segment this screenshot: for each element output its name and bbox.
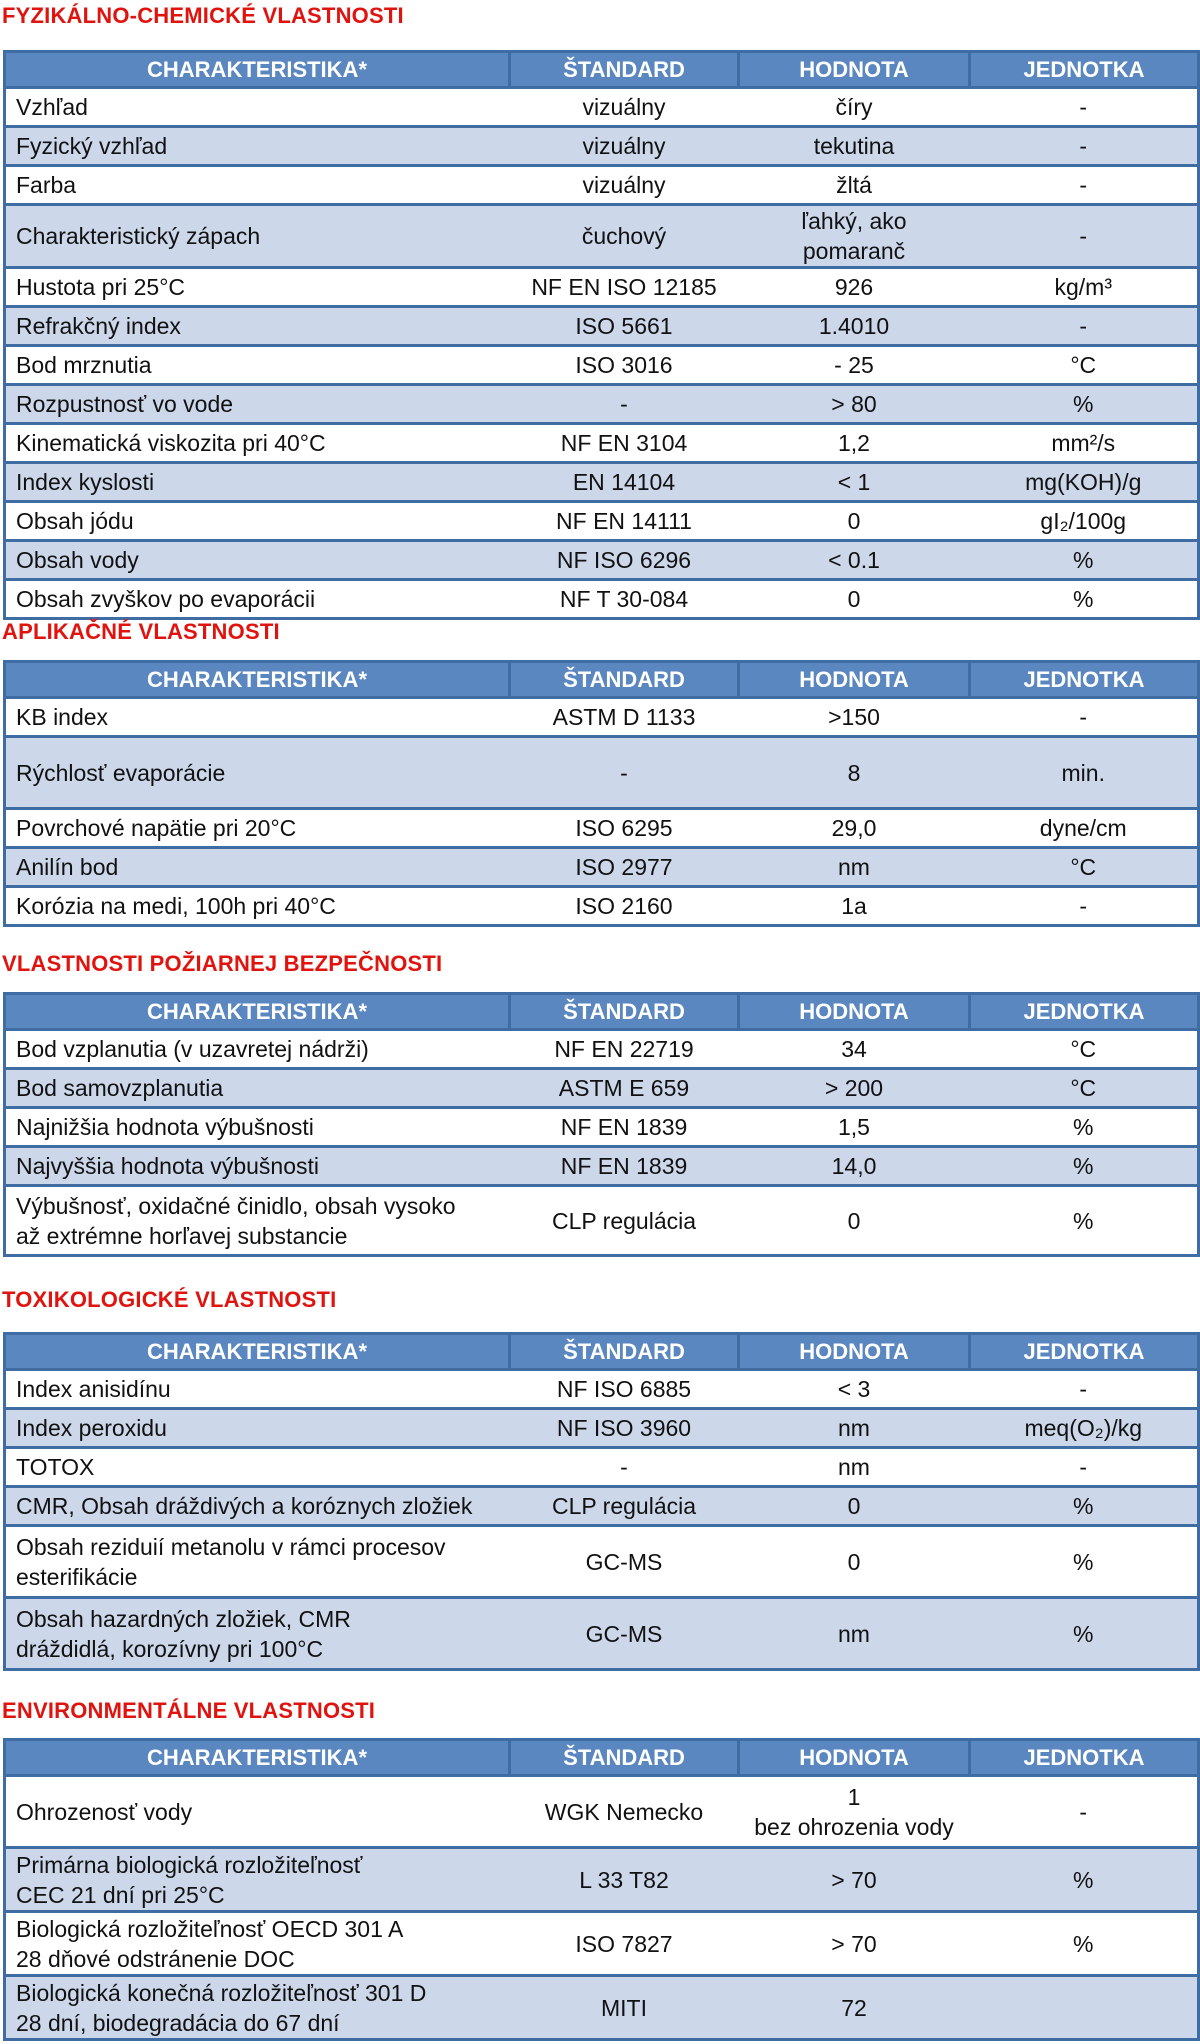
- section-title: TOXIKOLOGICKÉ VLASTNOSTI: [2, 1287, 337, 1312]
- cell-value: 1a: [739, 887, 970, 926]
- cell-standard: NF EN ISO 12185: [510, 268, 739, 307]
- cell-unit: °C: [970, 346, 1199, 385]
- cell-value: 29,0: [739, 809, 970, 848]
- cell-unit: dyne/cm: [970, 809, 1199, 848]
- cell-value: nm: [739, 1598, 970, 1670]
- cell-value: 0: [739, 1526, 970, 1598]
- cell-characteristic: Najvyššia hodnota výbušnosti: [5, 1147, 510, 1186]
- table-row: [5, 809, 1199, 848]
- cell-value: > 80: [739, 385, 970, 424]
- cell-characteristic: Obsah jódu: [5, 502, 510, 541]
- header-standard: ŠTANDARD: [510, 662, 739, 698]
- cell-characteristic: Obsah vody: [5, 541, 510, 580]
- cell-value: >150: [739, 698, 970, 737]
- cell-standard: vizuálny: [510, 88, 739, 127]
- header-unit: JEDNOTKA: [970, 52, 1199, 88]
- cell-unit: %: [970, 1147, 1199, 1186]
- cell-standard: NF EN 1839: [510, 1108, 739, 1147]
- cell-value: 34: [739, 1030, 970, 1069]
- cell-characteristic: Bod vzplanutia (v uzavretej nádrži): [5, 1030, 510, 1069]
- header-value: HODNOTA: [739, 994, 970, 1030]
- table-row: [5, 1370, 1199, 1409]
- table-row: [5, 887, 1199, 926]
- cell-standard: L 33 T82: [510, 1848, 739, 1912]
- cell-characteristic: Index peroxidu: [5, 1409, 510, 1448]
- cell-value: ľahký, ako pomaranč: [739, 205, 970, 268]
- cell-characteristic: Biologická konečná rozložiteľnosť 301 D 28 dní, biodegradácia do 67 dní: [5, 1976, 510, 2040]
- cell-unit: -: [970, 1370, 1199, 1409]
- cell-characteristic: Biologická rozložiteľnosť OECD 301 A 28 dňové odstránenie DOC: [5, 1912, 510, 1976]
- cell-value: 926: [739, 268, 970, 307]
- header-characteristic: CHARAKTERISTIKA*: [5, 1740, 510, 1776]
- table-header-row: [5, 662, 1199, 698]
- section-title: ENVIRONMENTÁLNE VLASTNOSTI: [2, 1698, 376, 1723]
- cell-standard: -: [510, 385, 739, 424]
- cell-characteristic: Bod mrznutia: [5, 346, 510, 385]
- table-row: [5, 463, 1199, 502]
- cell-standard: CLP regulácia: [510, 1186, 739, 1256]
- cell-characteristic: Farba: [5, 166, 510, 205]
- cell-unit: -: [970, 88, 1199, 127]
- cell-unit: %: [970, 1848, 1199, 1912]
- cell-value: 0: [739, 502, 970, 541]
- cell-standard: ASTM E 659: [510, 1069, 739, 1108]
- cell-standard: NF EN 3104: [510, 424, 739, 463]
- cell-value: 14,0: [739, 1147, 970, 1186]
- table-row: [5, 502, 1199, 541]
- cell-characteristic: Anilín bod: [5, 848, 510, 887]
- cell-value: tekutina: [739, 127, 970, 166]
- cell-unit: %: [970, 1912, 1199, 1976]
- cell-unit: %: [970, 1186, 1199, 1256]
- header-unit: JEDNOTKA: [970, 1334, 1199, 1370]
- properties-table: [3, 1738, 1200, 2041]
- table-row: [5, 698, 1199, 737]
- cell-standard: ASTM D 1133: [510, 698, 739, 737]
- cell-standard: ISO 2160: [510, 887, 739, 926]
- cell-standard: NF EN 1839: [510, 1147, 739, 1186]
- cell-characteristic: Hustota pri 25°C: [5, 268, 510, 307]
- table-row: [5, 737, 1199, 809]
- table-row: [5, 166, 1199, 205]
- header-characteristic: CHARAKTERISTIKA*: [5, 1334, 510, 1370]
- table-row: [5, 1776, 1199, 1848]
- table-row: [5, 1526, 1199, 1598]
- cell-value: < 3: [739, 1370, 970, 1409]
- table-row: [5, 268, 1199, 307]
- table-header-row: [5, 52, 1199, 88]
- table-row: [5, 205, 1199, 268]
- header-standard: ŠTANDARD: [510, 1334, 739, 1370]
- cell-standard: NF EN 14111: [510, 502, 739, 541]
- cell-unit: %: [970, 1598, 1199, 1670]
- table-row: [5, 1487, 1199, 1526]
- table-row: [5, 1448, 1199, 1487]
- table-row: [5, 1976, 1199, 2040]
- cell-value: 1,2: [739, 424, 970, 463]
- section-title: VLASTNOSTI POŽIARNEJ BEZPEČNOSTI: [2, 951, 443, 976]
- header-characteristic: CHARAKTERISTIKA*: [5, 994, 510, 1030]
- cell-characteristic: Index anisidínu: [5, 1370, 510, 1409]
- cell-value: nm: [739, 848, 970, 887]
- cell-unit: -: [970, 698, 1199, 737]
- cell-characteristic: Korózia na medi, 100h pri 40°C: [5, 887, 510, 926]
- cell-standard: ISO 7827: [510, 1912, 739, 1976]
- cell-unit: meq(O₂)/kg: [970, 1409, 1199, 1448]
- cell-standard: vizuálny: [510, 166, 739, 205]
- cell-value: > 200: [739, 1069, 970, 1108]
- cell-standard: čuchový: [510, 205, 739, 268]
- cell-characteristic: Rozpustnosť vo vode: [5, 385, 510, 424]
- cell-value: < 1: [739, 463, 970, 502]
- cell-unit: mm²/s: [970, 424, 1199, 463]
- properties-table: [3, 660, 1200, 927]
- cell-standard: NF ISO 6296: [510, 541, 739, 580]
- cell-unit: gI₂/100g: [970, 502, 1199, 541]
- cell-unit: -: [970, 307, 1199, 346]
- cell-value: číry: [739, 88, 970, 127]
- cell-characteristic: Rýchlosť evaporácie: [5, 737, 510, 809]
- cell-value: žltá: [739, 166, 970, 205]
- cell-characteristic: Obsah hazardných zložiek, CMR dráždidlá, korozívny pri 100°C: [5, 1598, 510, 1670]
- cell-standard: NF ISO 6885: [510, 1370, 739, 1409]
- cell-characteristic: Obsah zvyškov po evaporácii: [5, 580, 510, 619]
- cell-characteristic: Výbušnosť, oxidačné činidlo, obsah vysoko až extrémne horľavej substancie: [5, 1186, 510, 1256]
- table-row: [5, 848, 1199, 887]
- cell-unit: %: [970, 1526, 1199, 1598]
- cell-unit: kg/m³: [970, 268, 1199, 307]
- cell-unit: [970, 1976, 1199, 2040]
- cell-standard: GC-MS: [510, 1526, 739, 1598]
- table-row: [5, 1108, 1199, 1147]
- header-value: HODNOTA: [739, 1740, 970, 1776]
- cell-unit: mg(KOH)/g: [970, 463, 1199, 502]
- cell-characteristic: Povrchové napätie pri 20°C: [5, 809, 510, 848]
- header-value: HODNOTA: [739, 1334, 970, 1370]
- cell-unit: %: [970, 580, 1199, 619]
- header-unit: JEDNOTKA: [970, 1740, 1199, 1776]
- cell-standard: CLP regulácia: [510, 1487, 739, 1526]
- cell-standard: ISO 5661: [510, 307, 739, 346]
- table-row: [5, 424, 1199, 463]
- cell-characteristic: Fyzický vzhľad: [5, 127, 510, 166]
- table-row: [5, 1848, 1199, 1912]
- cell-standard: ISO 2977: [510, 848, 739, 887]
- cell-value: 72: [739, 1976, 970, 2040]
- cell-characteristic: Ohrozenosť vody: [5, 1776, 510, 1848]
- table-row: [5, 541, 1199, 580]
- cell-unit: min.: [970, 737, 1199, 809]
- properties-table: [3, 1332, 1200, 1671]
- cell-unit: -: [970, 205, 1199, 268]
- cell-unit: °C: [970, 848, 1199, 887]
- header-characteristic: CHARAKTERISTIKA*: [5, 52, 510, 88]
- cell-unit: -: [970, 166, 1199, 205]
- table-row: [5, 1186, 1199, 1256]
- table-header-row: [5, 994, 1199, 1030]
- cell-value: nm: [739, 1409, 970, 1448]
- properties-table: [3, 50, 1200, 620]
- cell-characteristic: Kinematická viskozita pri 40°C: [5, 424, 510, 463]
- cell-value: - 25: [739, 346, 970, 385]
- header-unit: JEDNOTKA: [970, 994, 1199, 1030]
- cell-standard: NF T 30-084: [510, 580, 739, 619]
- cell-characteristic: TOTOX: [5, 1448, 510, 1487]
- cell-unit: %: [970, 541, 1199, 580]
- table-row: [5, 346, 1199, 385]
- cell-characteristic: Vzhľad: [5, 88, 510, 127]
- cell-characteristic: Charakteristický zápach: [5, 205, 510, 268]
- cell-value: 1,5: [739, 1108, 970, 1147]
- header-characteristic: CHARAKTERISTIKA*: [5, 662, 510, 698]
- cell-standard: vizuálny: [510, 127, 739, 166]
- table-row: [5, 1409, 1199, 1448]
- cell-characteristic: CMR, Obsah dráždivých a koróznych zložiek: [5, 1487, 510, 1526]
- cell-standard: EN 14104: [510, 463, 739, 502]
- cell-value: < 0.1: [739, 541, 970, 580]
- cell-characteristic: KB index: [5, 698, 510, 737]
- table-row: [5, 1598, 1199, 1670]
- cell-standard: ISO 6295: [510, 809, 739, 848]
- table-row: [5, 1912, 1199, 1976]
- header-value: HODNOTA: [739, 52, 970, 88]
- header-standard: ŠTANDARD: [510, 1740, 739, 1776]
- cell-standard: -: [510, 737, 739, 809]
- cell-unit: -: [970, 887, 1199, 926]
- cell-standard: MITI: [510, 1976, 739, 2040]
- header-standard: ŠTANDARD: [510, 994, 739, 1030]
- cell-characteristic: Bod samovzplanutia: [5, 1069, 510, 1108]
- cell-unit: %: [970, 385, 1199, 424]
- cell-standard: ISO 3016: [510, 346, 739, 385]
- cell-unit: %: [970, 1487, 1199, 1526]
- cell-standard: NF ISO 3960: [510, 1409, 739, 1448]
- cell-value: nm: [739, 1448, 970, 1487]
- cell-standard: -: [510, 1448, 739, 1487]
- cell-characteristic: Refrakčný index: [5, 307, 510, 346]
- cell-unit: °C: [970, 1030, 1199, 1069]
- table-row: [5, 1030, 1199, 1069]
- table-row: [5, 307, 1199, 346]
- table-row: [5, 385, 1199, 424]
- cell-characteristic: Index kyslosti: [5, 463, 510, 502]
- cell-unit: %: [970, 1108, 1199, 1147]
- cell-unit: -: [970, 127, 1199, 166]
- section-title: FYZIKÁLNO-CHEMICKÉ VLASTNOSTI: [2, 3, 404, 28]
- header-value: HODNOTA: [739, 662, 970, 698]
- cell-characteristic: Obsah reziduií metanolu v rámci procesov esterifikácie: [5, 1526, 510, 1598]
- table-row: [5, 127, 1199, 166]
- cell-standard: WGK Nemecko: [510, 1776, 739, 1848]
- cell-unit: -: [970, 1776, 1199, 1848]
- cell-value: 0: [739, 1186, 970, 1256]
- cell-value: 8: [739, 737, 970, 809]
- cell-value: 0: [739, 580, 970, 619]
- cell-value: 1 bez ohrozenia vody: [739, 1776, 970, 1848]
- cell-characteristic: Primárna biologická rozložiteľnosť CEC 21 dní pri 25°C: [5, 1848, 510, 1912]
- cell-value: > 70: [739, 1912, 970, 1976]
- table-row: [5, 1069, 1199, 1108]
- table-row: [5, 88, 1199, 127]
- table-row: [5, 580, 1199, 619]
- cell-unit: °C: [970, 1069, 1199, 1108]
- header-standard: ŠTANDARD: [510, 52, 739, 88]
- properties-table: [3, 992, 1200, 1257]
- table-header-row: [5, 1740, 1199, 1776]
- table-row: [5, 1147, 1199, 1186]
- cell-characteristic: Najnižšia hodnota výbušnosti: [5, 1108, 510, 1147]
- cell-value: 0: [739, 1487, 970, 1526]
- cell-standard: NF EN 22719: [510, 1030, 739, 1069]
- cell-value: 1.4010: [739, 307, 970, 346]
- header-unit: JEDNOTKA: [970, 662, 1199, 698]
- section-title: APLIKAČNÉ VLASTNOSTI: [2, 619, 280, 644]
- cell-unit: -: [970, 1448, 1199, 1487]
- table-header-row: [5, 1334, 1199, 1370]
- cell-standard: GC-MS: [510, 1598, 739, 1670]
- cell-value: > 70: [739, 1848, 970, 1912]
